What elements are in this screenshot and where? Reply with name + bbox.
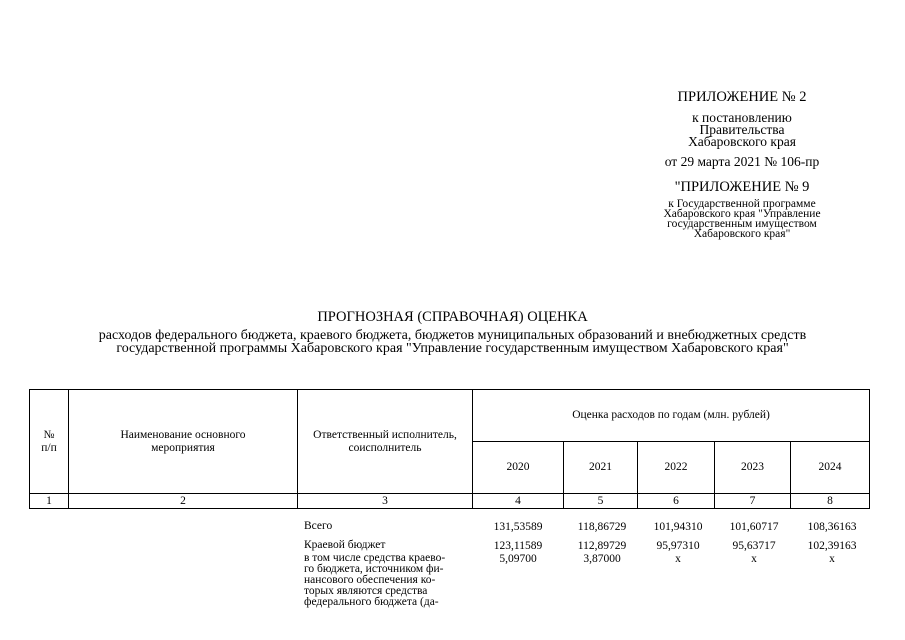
appendix-date: от 29 марта 2021 № 106-пр [664,154,820,169]
estimate-table [29,389,870,509]
total-value: 101,94310 [653,521,703,533]
inner-appendix-line4: Хабаровского края" [693,228,791,240]
index-cell: 1 [30,494,69,509]
total-value: 101,60717 [729,521,779,533]
index-cell: 5 [564,494,638,509]
regional-budget-label: Краевой бюджет [304,539,386,551]
document-title: ПРОГНОЗНАЯ (СПРАВОЧНАЯ) ОЦЕНКА [317,309,588,325]
regional-budget-value: 112,89729 [577,540,627,552]
header-year: 2020 [473,442,564,494]
header-executor: Ответственный исполнитель, соисполнитель [298,390,473,494]
federal-share-value: 5,09700 [499,553,537,565]
total-value: 131,53589 [493,521,543,533]
header-year: 2024 [791,442,870,494]
header-year: 2023 [715,442,791,494]
inner-appendix-line2: Хабаровского края "Управление [663,208,821,220]
total-value: 108,36163 [807,521,857,533]
appendix-title: ПРИЛОЖЕНИЕ № 2 [677,89,807,105]
index-cell: 3 [298,494,473,509]
federal-share-value: х [751,553,757,565]
regional-budget-value: 102,39163 [807,540,857,552]
federal-share-label-line3: нансового обеспечения ко- [304,574,436,586]
document-subtitle-line2: государственной программы Хабаровского края "Управление государственным имуществом Хабаровского края" [116,341,789,356]
appendix-line1: к постановлению [692,110,792,125]
index-cell: 6 [638,494,715,509]
inner-appendix-title: "ПРИЛОЖЕНИЕ № 9 [674,179,810,195]
total-value: 118,86729 [577,521,627,533]
inner-appendix-line3: государственным имуществом [667,218,817,230]
appendix-line3: Хабаровского края [688,134,796,149]
total-label: Всего [304,520,333,532]
header-number-cell [30,390,69,494]
federal-share-label-line2: го бюджета, источником фи- [304,563,444,575]
header-number-line2: п/п [41,441,57,454]
header-year: 2021 [564,442,638,494]
header-year: 2022 [638,442,715,494]
document-subtitle-line1: расходов федерального бюджета, краевого бюджета, бюджетов муниципальных образований и внебюджетных средств [98,328,807,343]
header-estimate: Оценка расходов по годам (млн. рублей) [473,390,870,442]
index-cell: 8 [791,494,870,509]
federal-share-value: х [675,553,681,565]
federal-share-label-line1: в том числе средства краево- [304,552,446,564]
regional-budget-value: 123,11589 [493,540,543,552]
federal-share-label-line5: федерального бюджета (да- [304,596,439,608]
appendix-line2: Правительства [699,122,785,137]
regional-budget-value: 95,97310 [656,540,700,552]
index-cell: 7 [715,494,791,509]
inner-appendix-line1: к Государственной программе [668,198,816,210]
header-number-line1: № [43,429,55,442]
header-activity-name: Наименование основного мероприятия [69,390,298,494]
federal-share-label-line4: торых являются средства [304,585,428,597]
regional-budget-value: 95,63717 [732,540,776,552]
federal-share-value: 3,87000 [583,553,621,565]
federal-share-value: х [829,553,835,565]
index-cell: 4 [473,494,564,509]
index-cell: 2 [69,494,298,509]
